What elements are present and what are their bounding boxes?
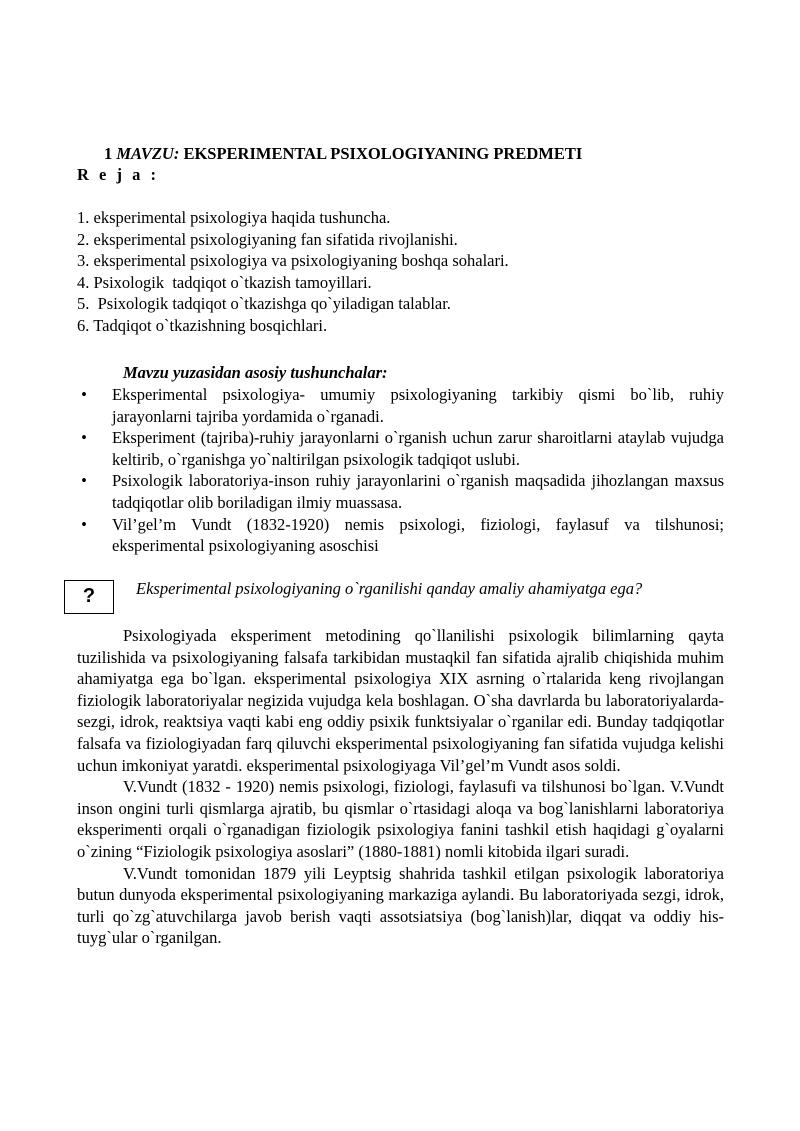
bullet-icon: •: [81, 471, 87, 491]
topic-title: EKSPERIMENTAL PSIXOLOGIYANING PREDMETI: [183, 144, 583, 163]
concept-item: [77, 384, 724, 427]
plan-item: 2. eksperimental psixologiyaning fan sifatida rivojlanishi.: [77, 229, 458, 249]
plan-item: 1. eksperimental psixologiya haqida tushuncha.: [77, 208, 391, 227]
concept-item: [77, 470, 724, 513]
plan-item: 4. Psixologik tadqiqot o`tkazish tamoyillari.: [77, 272, 372, 292]
body-text: [77, 625, 724, 949]
question-mark-icon: ?: [64, 580, 114, 614]
topic-number: 1: [104, 144, 113, 163]
plan-item: 3. eksperimental psixologiya va psixologiyaning boshqa sohalari.: [77, 251, 509, 271]
topic-heading: [104, 143, 582, 165]
review-question: Eksperimental psixologiyaning o`rganilishi qanday amaliy ahamiyatga ega?: [136, 579, 643, 598]
bullet-icon: •: [81, 514, 87, 534]
paragraph: Psixologiyada eksperiment metodining qo`llanilishi psixologik bilimlarning qayta tuzilishida va psixologiyaning falsafa tarkibidan mustaqkil fan sifatida ajralib chiqishida muhim ahamiyatga ega bo`lgan. eksperimental psixologiya XIX asrning o`rtalarida keng rivojlangan fiziologik laboratoriyalar negizida vujudga kela boshlagan. O`sha davrlarda bu laboratoriyalarda-sezgi, idrok, reaktsiya vaqti kabi eng oddiy psixik funktsiyalar o`rganilar edi. Bunday tadqiqotlar falsafa va fiziologiyadan farq qiluvchi eksperimental psixologiyaning fan sifatida vujudga kelishi uchun imkoniyat yaratdi. eksperimental psixologiyaga Vil’gel’m Vundt asos soldi.: [77, 626, 724, 775]
concept-item: [77, 514, 724, 557]
concept-text: Eksperimental psixologiya- umumiy psixologiyaning tarkibiy qismi bo`lib, ruhiy jarayonlarni tajriba yordamida o`rganadi.: [112, 385, 724, 426]
plan-label: R e j a :: [77, 165, 159, 184]
plan-item: 5. Psixologik tadqiqot o`tkazishga qo`yiladigan talablar.: [77, 294, 451, 314]
concept-item: [77, 427, 724, 470]
concept-text: Psixologik laboratoriya-inson ruhiy jarayonlarini o`rganish maqsadida jihozlangan maxsus tadqiqotlar olib boriladigan ilmiy muassasa.: [112, 471, 724, 512]
plan-list: [77, 207, 509, 337]
plan-item: 6. Tadqiqot o`tkazishning bosqichlari.: [77, 315, 328, 335]
paragraph: V.Vundt (1832 - 1920) nemis psixologi, fiziologi, faylasufi va tilshunosi bo`lgan. V.Vundt inson ongini turli qismlarga ajratib, bu qismlar o`rtasidagi aloqa va bog`lanishlarni laboratoriya eksperimenti orqali o`rganadigan fiziologik psixologiya fanini tashkil etish haqidagi g`oyalarni o`zining “Fiziologik psixologiya asoslari” (1880-1881) nomli kitobida ilgari suradi.: [77, 777, 724, 861]
concepts-heading: Mavzu yuzasidan asosiy tushunchalar:: [123, 363, 388, 382]
paragraph: V.Vundt tomonidan 1879 yili Leyptsig shahrida tashkil etilgan psixologik laboratoriya butun dunyoda eksperimental psixologiyaning markaziga aylandi. Bu laboratoriyada sezgi, idrok, turli qo`zg`atuvchilarga javob berish vaqti assotsiatsiya (bog`lanish)lar, diqqat va oddiy his-tuyg`ular o`rganilgan.: [77, 863, 724, 948]
concepts-list: [77, 384, 724, 557]
concept-text: Vil’gel’m Vundt (1832-1920) nemis psixologi, fiziologi, faylasuf va tilshunosi; eksperimental psixologiyaning asoschisi: [112, 514, 724, 556]
bullet-icon: •: [81, 428, 87, 448]
bullet-icon: •: [81, 385, 87, 404]
concept-text: Eksperiment (tajriba)-ruhiy jarayonlarni o`rganish uchun zarur sharoitlarni ataylab vujudga keltirib, o`rganishga yo`naltirilgan psixologik tadqiqot uslubi.: [112, 428, 724, 469]
topic-label: MAVZU:: [116, 144, 180, 163]
